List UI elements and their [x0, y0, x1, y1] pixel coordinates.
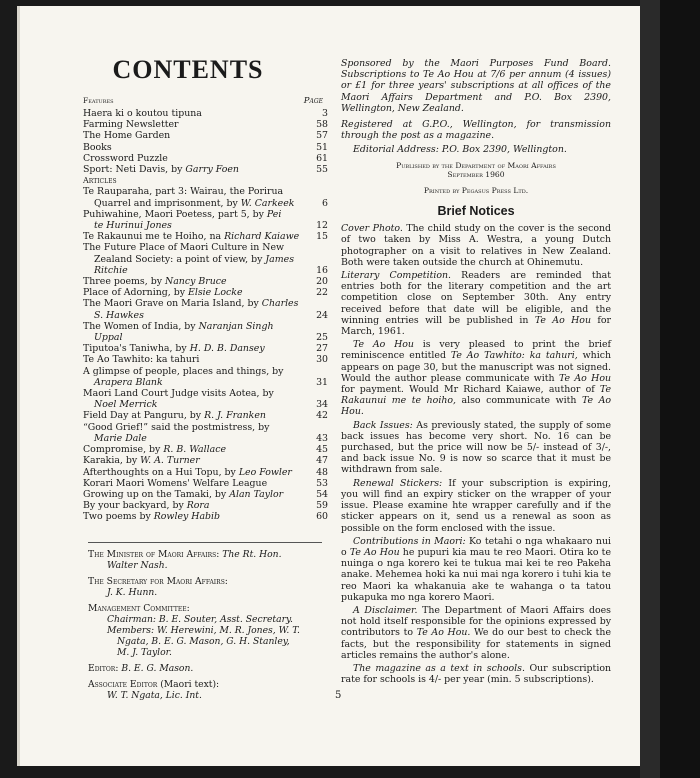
toc-item: Growing up on the Tamaki, by Alan Taylor 54: [83, 488, 328, 500]
publisher-line: Published by the Department of Maori Affairs: [396, 160, 556, 170]
toc-item: Three poems, by Nancy Bruce 20: [83, 276, 328, 288]
toc-item: Field Day at Panguru, by R. J. Franken 42: [83, 410, 328, 422]
toc-item: Place of Adorning, by Elsie Locke 22: [83, 287, 328, 299]
divider: [88, 542, 322, 543]
features-label: Features: [83, 96, 114, 105]
toc-item: Maori Land Court Judge visits Aotea, by Noel Merrick 34: [83, 388, 328, 411]
registered-note: Registered at G.P.O., Wellington, for transmission through the post as a magazine.: [341, 119, 611, 142]
page-column-label: Page: [303, 96, 323, 106]
notices-heading: Brief Notices: [437, 204, 515, 219]
sponsor-note: Sponsored by the Maori Purposes Fund Board. Subscriptions to Te Ao Hou at 7/6 per annum (4 issues) or £1 for three years' subscriptions at all offices of the Maori Affairs Department and P.O. Box 2390, Wellington, New Zealand.: [341, 58, 611, 114]
toc-item: Haera ki o koutou tipuna 3: [83, 108, 328, 119]
toc-item: “Good Grief!” said the postmistress, by Marie Dale 43: [83, 421, 328, 444]
scan-margin: [640, 0, 700, 778]
notice-contributions: Contributions in Maori: Ko tetahi o nga whakaaro nui o Te Ao Hou he pupuri kia mau te reo Maori. Otira ko te nuinga o nga korero kei te tukua mai kei te reo Pakeha anake. Mehemea hoki ka nui mai nga korero i tuhi kia te reo Maori ka whakanuia ake te wahanga o ta tatou pukapuka mo nga korero Maori.: [341, 535, 612, 603]
toc-item: Puhiwahine, Maori Poetess, part 5, by Pei te Hurinui Jones 12: [83, 208, 328, 232]
toc-item: Tiputoa's Taniwha, by H. D. B. Dansey 27: [83, 343, 328, 355]
right-column: [341, 58, 611, 685]
notice-schools: The magazine as a text in schools. Our subscription rate for schools is 4/- per year (min. 5 subscriptions).: [341, 662, 611, 686]
notice-back-issues: Back Issues: As previously stated, the supply of some back issues has become very short. No. 16 can be purchased, but the price will now be 5/- instead of 3/-, and back issue No. 9 is now so scarce that it must be withdrawn from sale.: [341, 419, 611, 476]
toc-item: Two poems by Rowley Habib 60: [83, 511, 328, 523]
toc-item: Farming Newsletter 58: [83, 119, 328, 131]
toc-item: Sport: Neti Davis, by Garry Foen 55: [83, 164, 328, 176]
page-number: 5: [335, 690, 342, 701]
notice-disclaimer: A Disclaimer. The Department of Maori Affairs does not hold itself responsible for the opinions expressed by contributors to Te Ao Hou. We do our best to check the facts, but the responsibility for statements in signed articles remains the author's alone.: [341, 604, 611, 661]
issue-date: September 1960: [447, 170, 505, 180]
toc-item: Te Rauparaha, part 3: Wairau, the Porirua Quarrel and imprisonment, by W. Carkeek 6: [83, 186, 328, 209]
toc-item: Crossword Puzzle 61: [83, 152, 328, 164]
toc-item: Te Rakaunui me te Hoiho, na Richard Kaiawe 15: [83, 231, 328, 243]
notice-te-ao-hou: Te Ao Hou is very pleased to print the brief reminiscence entitled Te Ao Tawhito: ka tahuri, which appears on page 30, but the manuscript was not signed. Would the author please communicate with Te Ao Hou for payment. Would Mr Richard Kaiawe, author of Te Rakaunui me te hoiho, also communicate with Te Ao Hou.: [341, 339, 612, 418]
editorial-address: Editorial Address: P.O. Box 2390, Wellington.: [353, 144, 567, 156]
toc-item: Korari Maori Womens' Welfare League 53: [83, 477, 328, 489]
articles-label: Articles: [83, 176, 117, 186]
toc-item: A glimpse of people, places and things, by Arapera Blank 31: [83, 365, 328, 388]
toc-item: Books 51: [83, 141, 328, 153]
staff-list: The Minister of Maori Affairs: The Rt. Hon. Walter Nash. The Secretary for Maori Affairs: J. K. Hunn. Management Committee: Chairman: B. E. Souter, Asst. Secretary. Members: W. Herewini, M. R. Jones, W. T. Ngata, B. E. G. Mason, G. H. Stanley, M. J. Taylor. Editor: B. E. G. Mason. Associate Editor (Maori text): W. T. Ngata, Lic. Int.: [88, 549, 300, 701]
contents-header: [83, 96, 323, 106]
toc-item: The Home Garden 57: [83, 130, 328, 142]
page-title: CONTENTS: [112, 55, 264, 84]
notice-literary: Literary Competition. Readers are reminded that entries both for the literary competition and the art competition close on September 30th. Any entry received before that date will be eligible, and the winning entries will be published in Te Ao Hou for March, 1961.: [341, 270, 612, 338]
toc-item: Karakia, by W. A. Turner 47: [83, 455, 328, 467]
toc-item: By your backyard, by Rora 59: [83, 500, 328, 512]
toc-item: Te Ao Tawhito: ka tahuri 30: [83, 354, 328, 366]
toc-item: Afterthoughts on a Hui Topu, by Leo Fowler 48: [83, 466, 328, 478]
toc-item: The Women of India, by Naranjan Singh Uppal 25: [83, 320, 328, 344]
toc-item: Compromise, by R. B. Wallace 45: [83, 444, 328, 456]
table-of-contents: [83, 108, 328, 523]
notice-renewal: Renewal Stickers: If your subscription is expiring, you will find an expiry sticker on the wrapper of your issue. Please examine hte wrapper carefully and if the sticker appears on it, send us a renewal as soon as possible on the form enclosed with the issue.: [341, 477, 611, 534]
printer-line: Printed by Pegasus Press Ltd.: [423, 186, 529, 196]
toc-item: The Future Place of Maori Culture in New Zealand Society: a point of view, by James Ritchie 16: [83, 242, 328, 276]
toc-item: The Maori Grave on Maria Island, by Charles S. Hawkes 24: [83, 298, 328, 321]
notice-cover: Cover Photo. The child study on the cover is the second of two taken by Miss A. Westra, a young Dutch photographer on a visit to relatives in New Zealand. Both were taken outside the church at Ohinemutu.: [341, 223, 612, 268]
